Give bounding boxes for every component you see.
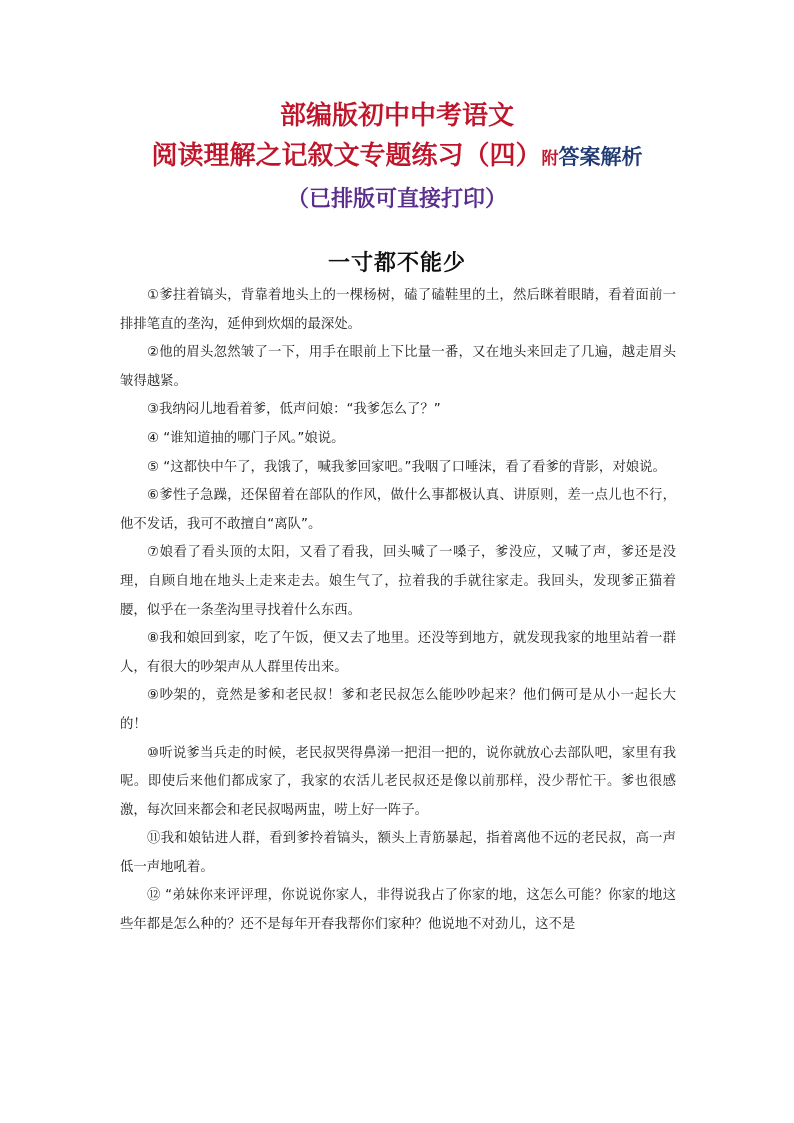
paragraph-3: ③我纳闷儿地看着爹，低声问娘：“我爹怎么了？”	[147, 402, 441, 418]
paragraph-2: ②他的眉头忽然皱了一下，用手在眼前上下比量一番，又在地头来回走了几遍，越走眉头皱得越紧。	[120, 345, 676, 389]
title-line-2-main: 阅读理解之记叙文专题练习（四）	[151, 141, 542, 171]
title-line-2-blue: 答案解析	[558, 144, 643, 169]
title-line-3: （已排版可直接打印）	[286, 186, 507, 212]
paragraph-6: ⑥爹性子急躁，还保留着在部队的作风，做什么事都极认真、讲原则，差一点儿也不行，他不发话，我可不敢擅自“离队”。	[120, 488, 676, 532]
document-header	[0, 96, 794, 219]
title-line-2	[0, 136, 794, 179]
paragraph-12: ⑫ “弟妹你来评评理，你说说你家人，非得说我占了你家的地，这怎么可能？你家的地这些年都是怎么种的？还不是每年开春我帮你们家种？他说地不对劲儿，这不是	[120, 888, 676, 933]
article-body	[120, 282, 676, 940]
paragraph-5: ⑤ “这都快中午了，我饿了，喊我爹回家吧。”我咽了口唾沫，看了看爹的背影，对娘说。	[147, 459, 666, 475]
title-line-1: 部编版初中中考语文	[279, 101, 514, 131]
paragraph-1: ①爹拄着镐头，背靠着地头上的一棵杨树，磕了磕鞋里的土，然后眯着眼睛，看着面前一排排笔直的垄沟，延伸到炊烟的最深处。	[120, 288, 676, 332]
paragraph-8: ⑧我和娘回到家，吃了午饭，便又去了地里。还没等到地方，就发现我家的地里站着一群人，有很大的吵架声从人群里传出来。	[120, 631, 676, 675]
paragraph-9: ⑨吵架的，竟然是爹和老民叔！爹和老民叔怎么能吵吵起来？他们俩可是从小一起长大的！	[120, 688, 676, 732]
paragraph-11: ⑪我和娘钻进人群，看到爹拎着镐头，额头上青筋暴起，指着离他不远的老民叔，高一声低一声地吼着。	[120, 831, 676, 875]
article-title: 一寸都不能少	[327, 250, 466, 276]
title-line-2-small: 附	[541, 149, 559, 169]
paragraph-10: ⑩听说爹当兵走的时候，老民叔哭得鼻涕一把泪一把的，说你就放心去部队吧，家里有我呢。即使后来他们都成家了，我家的农活儿老民叔还是像以前那样，没少帮忙干。爹也很感激，每次回来都会和老民叔喝两盅，唠上好一阵子。	[120, 745, 676, 818]
paragraph-7: ⑦娘看了看头顶的太阳，又看了看我，回头喊了一嗓子，爹没应，又喊了声，爹还是没理，自顾自地在地头上走来走去。娘生气了，拉着我的手就往家走。我回头，发现爹正猫着腰，似乎在一条垄沟里寻找着什么东西。	[120, 545, 676, 618]
paragraph-4: ④ “谁知道抽的哪门子风。”娘说。	[147, 430, 345, 446]
